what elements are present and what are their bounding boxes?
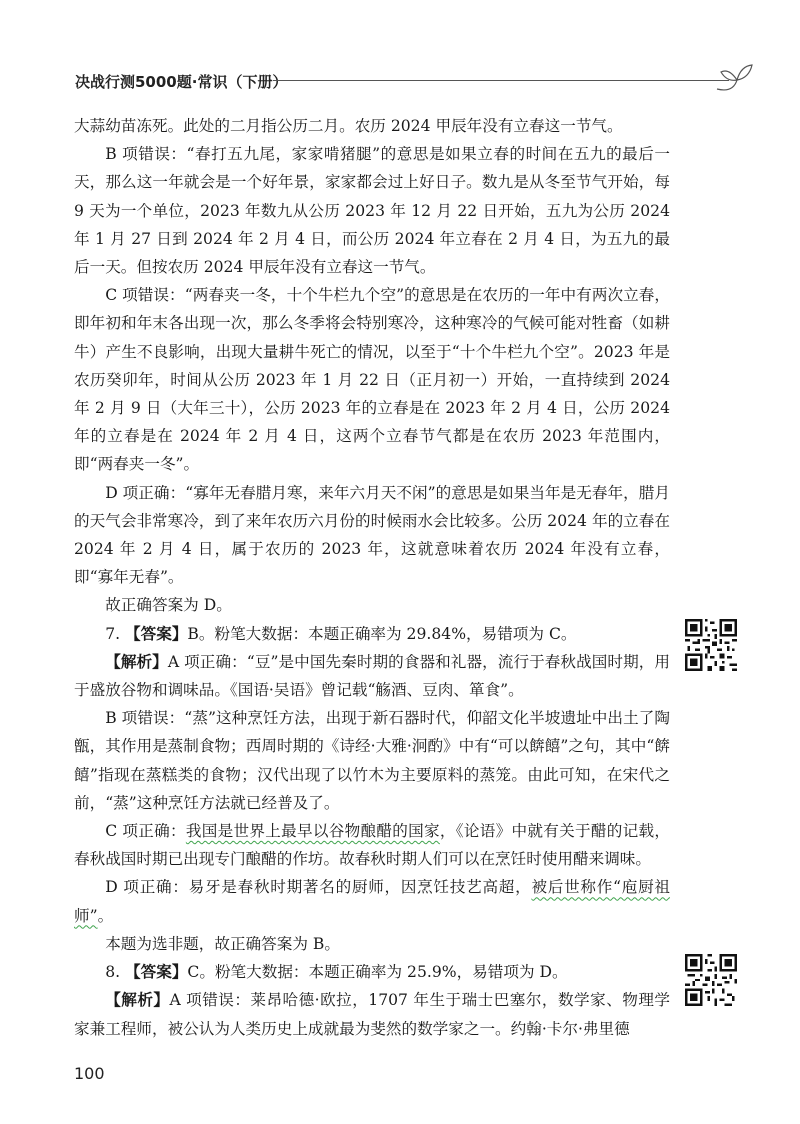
paragraph xyxy=(74,873,670,929)
paragraph-text: D 项正确：易牙是春秋时期著名的厨师，因烹饪技艺高超， xyxy=(105,878,532,897)
paragraph xyxy=(74,817,670,873)
question-number: 8. xyxy=(105,963,126,982)
question-number: 7. xyxy=(105,624,126,643)
paragraph xyxy=(74,930,670,958)
qr-code-icon[interactable] xyxy=(685,954,737,1006)
paragraph-text: 本题为选非题，故正确答案为 B。 xyxy=(105,934,340,953)
page-body xyxy=(74,112,670,1043)
paragraph-text: 大蒜幼苗冻死。此处的二月指公历二月。农历 2024 甲辰年没有立春这一节气。 xyxy=(74,117,623,135)
book-title: 决战行测5000题·常识（下册） xyxy=(75,73,288,91)
paragraph-text: D 项正确：“寡年无春腊月寒，来年六月天不闲”的意思是如果当年是无春年，腊月的天气会非常寒冷，到了来年农历六月份的时候雨水会比较多。公历 2024 年的立春在 2024 年 2 月 4 日，属于农历的 2023 年，这就意味着农历 2024 年没有立春，即“寡年无春”。 xyxy=(74,483,670,587)
answer-label: 【答案】 xyxy=(125,624,188,643)
paragraph-text: ，《论语》中就有关于醋的记载，春秋战国时期已出现专门酿醋的作坊。故春秋时期人们可以在烹饪时使用醋来调味。 xyxy=(74,822,670,869)
analysis-label: 【解析】 xyxy=(105,991,170,1010)
analysis-label: 【解析】 xyxy=(105,652,168,671)
highlighted-text: 被后世称作“庖厨祖师” xyxy=(74,878,670,925)
paragraph-text: C 项正确： xyxy=(105,822,186,841)
answer-label: 【答案】 xyxy=(125,963,188,982)
paragraph-text: B 项错误：“蒸”这种烹饪方法，出现于新石器时代，仰韶文化半坡遗址中出土了陶甑，其作用是蒸制食物；西周时期的《诗经·大雅·泂酌》中有“可以餴饎”之句，其中“餴饎”指现在蒸糕类的食物；汉代出现了以竹木为主要原料的蒸笼。由此可知，在宋代之前，“蒸”这种烹饪方法就已经普及了。 xyxy=(74,709,670,812)
qr-code-icon[interactable] xyxy=(685,619,737,671)
sprout-icon xyxy=(715,60,755,96)
paragraph xyxy=(74,704,670,817)
analysis-8 xyxy=(74,986,670,1042)
page-header xyxy=(75,64,755,98)
paragraph-text: 。 xyxy=(97,906,114,925)
paragraph-text: A 项错误：莱昂哈德·欧拉，1707 年生于瑞士巴塞尔，数学家、物理学家兼工程师，被公认为人类历史上成就最为斐然的数学家之一。约翰·卡尔·弗里德 xyxy=(74,991,670,1038)
paragraph xyxy=(74,140,670,281)
answer-7 xyxy=(74,620,670,648)
answer-8 xyxy=(74,958,670,986)
paragraph xyxy=(74,479,670,592)
paragraph-text: C 项错误：“两春夹一冬，十个牛栏九个空”的意思是在农历的一年中有两次立春，即年初和年末各出现一次，那么冬季将会特别寒冷，这种寒冷的气候可能对牲畜（如耕牛）产生不良影响，出现大量耕牛死亡的情况，以至于“十个牛栏九个空”。2023 年是农历癸卯年，时间从公历 2023 年 1 月 22 日（正月初一）开始，一直持续到 2024 年 2 月 9 日（大年三十），公历 2023 年的立春是在 2023 年 2 月 4 日，公历 2024 年的立春是在 2024 年 2 月 4 日，这两个立春节气都是在农历 2023 年范围内，即“两春夹一冬”。 xyxy=(74,286,670,474)
analysis-7 xyxy=(74,648,670,704)
paragraph-text: B 项错误：“春打五九尾，家家啃猪腿”的意思是如果立春的时间在五九的最后一天，那么这一年就会是一个好年景，家家都会过上好日子。数九是从冬至节气开始，每 9 天为一个单位，2023 年数九从公历 2023 年 12 月 22 日开始，五九为公历 2024 年 1 月 27 日到 2024 年 2 月 4 日，而公历 2024 年立春在 2 月 4 日，为五九的最后一天。但按农历 2024 甲辰年没有立春这一节气。 xyxy=(74,145,670,277)
page-number: 100 xyxy=(74,1064,105,1083)
paragraph-text: B。粉笔大数据：本题正确率为 29.84%，易错项为 C。 xyxy=(187,624,577,643)
highlighted-text: 我国是世界上最早以谷物酿醋的国家 xyxy=(185,822,440,841)
paragraph xyxy=(74,112,670,140)
paragraph xyxy=(74,591,670,619)
paragraph-text: C。粉笔大数据：本题正确率为 25.9%，易错项为 D。 xyxy=(187,963,568,982)
header-rule xyxy=(273,80,729,81)
paragraph xyxy=(74,281,670,478)
paragraph-text: A 项正确：“豆”是中国先秦时期的食器和礼器，流行于春秋战国时期，用于盛放谷物和调味品。《国语·吴语》曾记载“觞酒、豆肉、箪食”。 xyxy=(74,652,670,700)
paragraph-text: 故正确答案为 D。 xyxy=(105,596,232,615)
